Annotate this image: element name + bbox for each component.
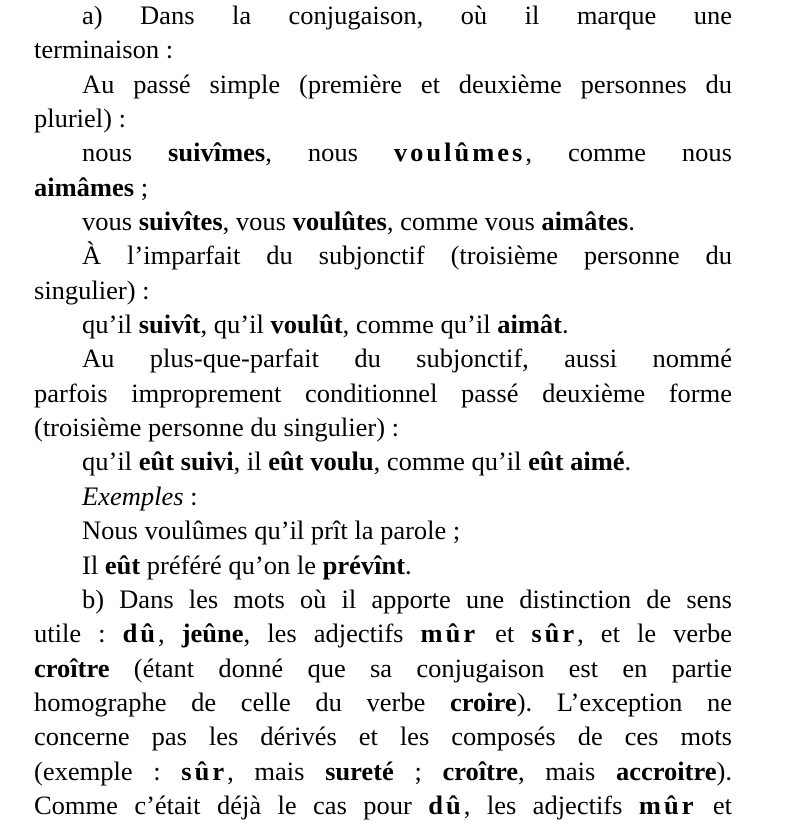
text-run: homographe de celle du verbe xyxy=(34,686,450,717)
text-line xyxy=(34,135,732,169)
text-run: Il xyxy=(82,549,105,580)
text-run: Comme c’était déjà le cas pour xyxy=(34,789,429,820)
bold-word: voulûmes xyxy=(393,137,526,168)
text-run: , qu’il xyxy=(200,309,271,340)
text-run: , comme qu’il xyxy=(373,446,529,477)
text-line xyxy=(34,376,732,410)
text-run: , mais xyxy=(227,755,326,786)
text-run: a) Dans la conjugaison, où il marque une xyxy=(82,0,732,30)
text-run: , les adjectifs xyxy=(463,789,639,820)
text-run: préféré qu’on le xyxy=(140,549,323,580)
text-run: , vous xyxy=(222,206,293,237)
text-line xyxy=(34,341,732,375)
text-line xyxy=(34,651,732,685)
document-body xyxy=(34,0,732,822)
text-run: nous xyxy=(82,137,169,168)
bold-word: mûr xyxy=(638,789,697,820)
text-line xyxy=(34,548,732,582)
text-run: . xyxy=(405,549,412,580)
text-run: . xyxy=(561,309,569,340)
text-run: (exemple : xyxy=(34,755,182,786)
text-run: ). xyxy=(716,755,732,786)
text-run: vous xyxy=(82,206,139,237)
text-line xyxy=(34,204,732,238)
bold-word: sûr xyxy=(531,618,578,649)
text-run: utile : xyxy=(34,618,123,649)
bold-word: voulûtes xyxy=(292,206,387,237)
bold-word: dû xyxy=(428,789,464,820)
text-run: , comme vous xyxy=(386,206,542,237)
bold-word: aimâmes xyxy=(34,171,135,202)
text-run: ; xyxy=(134,171,149,202)
bold-word: mûr xyxy=(420,618,479,649)
italic-word: Exemples xyxy=(82,480,184,511)
text-run: , comme qu’il xyxy=(342,309,498,340)
text-line xyxy=(34,170,732,204)
text-run: , les adjectifs xyxy=(243,618,421,649)
text-line xyxy=(34,101,732,135)
bold-word: croître xyxy=(442,755,518,786)
text-line xyxy=(34,582,732,616)
bold-word: prévînt xyxy=(322,549,406,580)
text-line xyxy=(34,32,732,66)
bold-word: dû xyxy=(122,618,159,649)
text-line xyxy=(34,0,732,32)
bold-word: eût suivi xyxy=(138,446,234,477)
text-run: terminaison : xyxy=(34,34,174,65)
text-run: concerne pas les dérivés et les composés de ces mots xyxy=(34,721,732,752)
bold-word: accroitre xyxy=(616,755,717,786)
bold-word: suivîtes xyxy=(138,206,223,237)
text-run: ). L’exception ne xyxy=(516,686,732,717)
bold-word: eût xyxy=(104,549,141,580)
bold-word: aimât xyxy=(497,309,562,340)
text-run: singulier) : xyxy=(34,274,150,305)
text-line xyxy=(34,513,732,547)
text-line xyxy=(34,444,732,478)
bold-word: aimâtes xyxy=(541,206,629,237)
text-run: et xyxy=(478,618,532,649)
bold-word: eût voulu xyxy=(268,446,374,477)
text-run: (troisième personne du singulier) : xyxy=(34,412,400,443)
bold-word: croire xyxy=(449,686,517,717)
text-run: parfois improprement conditionnel passé deuxième forme xyxy=(34,377,732,408)
text-run: Au plus-que-parfait du subjonctif, aussi nommé xyxy=(82,343,732,374)
text-line xyxy=(34,273,732,307)
text-run: , mais xyxy=(518,755,616,786)
bold-word: eût aimé xyxy=(528,446,625,477)
text-line xyxy=(34,754,732,788)
text-run: pluriel) : xyxy=(34,103,126,134)
bold-word: suivît xyxy=(138,309,201,340)
text-line xyxy=(34,719,732,753)
text-run: qu’il xyxy=(82,446,139,477)
text-run: Nous voulûmes qu’il prît la parole ; xyxy=(82,515,461,546)
text-line xyxy=(34,67,732,101)
text-run: et xyxy=(696,789,732,820)
text-run: , xyxy=(158,618,182,649)
text-run: . xyxy=(624,446,632,477)
text-line xyxy=(34,685,732,719)
text-line xyxy=(34,479,732,513)
bold-word: croître xyxy=(34,652,110,683)
text-run: , et le verbe xyxy=(577,618,732,649)
text-run: ; xyxy=(393,755,443,786)
text-run: , comme nous xyxy=(525,137,732,168)
text-run: (étant donné que sa conjugaison est en partie xyxy=(109,652,732,683)
text-line xyxy=(34,788,732,822)
bold-word: voulût xyxy=(270,309,343,340)
text-line xyxy=(34,238,732,272)
text-line xyxy=(34,307,732,341)
text-run: Au passé simple (première et deuxième personnes du xyxy=(82,68,732,99)
text-run: : xyxy=(183,480,198,511)
text-run: À l’imparfait du subjonctif (troisième personne du xyxy=(82,240,732,271)
bold-word: sureté xyxy=(325,755,394,786)
text-run: b) Dans les mots où il apporte une distinction de sens xyxy=(82,583,732,614)
text-line xyxy=(34,616,732,650)
text-run: qu’il xyxy=(82,309,139,340)
text-line xyxy=(34,410,732,444)
bold-word: jeûne xyxy=(181,618,244,649)
text-run: , nous xyxy=(265,137,394,168)
text-run: . xyxy=(628,206,635,237)
bold-word: sûr xyxy=(181,755,228,786)
bold-word: suivîmes xyxy=(168,137,266,168)
text-run: , il xyxy=(233,446,269,477)
